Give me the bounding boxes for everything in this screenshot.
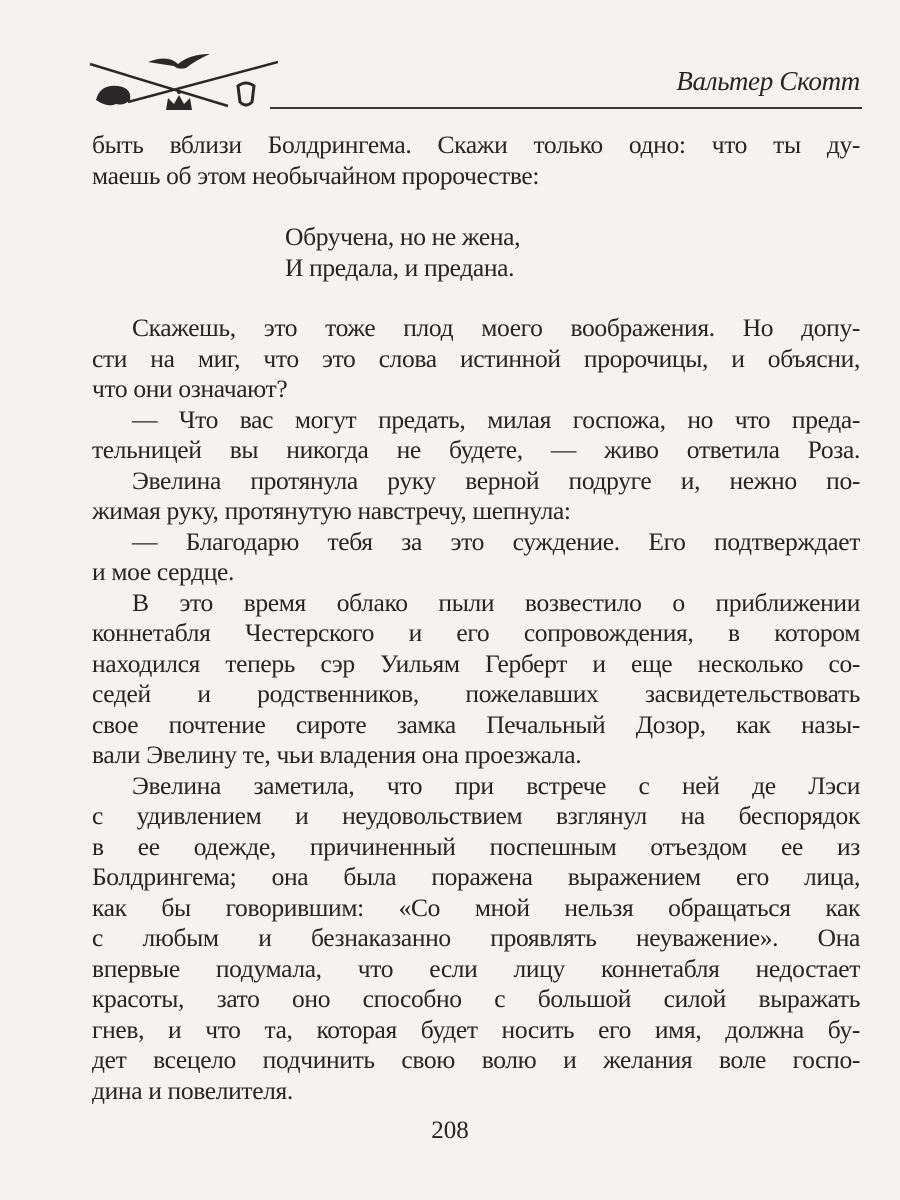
text-line: красоты, зато оно способно с большой силой выражать: [92, 984, 860, 1013]
header-rule: [270, 107, 862, 109]
text-line: Эвелина протянула руку верной подруге и, нежно по-: [132, 465, 860, 495]
body-text: [92, 313, 860, 1106]
text-line: находился теперь сэр Уильям Герберт и еще несколько со-: [92, 648, 860, 678]
text-line: в ее одежде, причиненный поспешным отъездом ее из: [92, 831, 860, 861]
text-line: Болдрингема; она была поражена выражением его лица,: [92, 862, 860, 891]
text-line: жимая руку, протянутую навстречу, шепнула:: [92, 496, 571, 525]
text-line: В это время облако пыли возвестило о приближении: [132, 587, 860, 617]
text-line: дет всецело подчинить свою волю и желания воле госпо-: [92, 1045, 860, 1074]
text-line: с удивлением и неудовольствием взглянул на беспорядок: [92, 801, 860, 830]
text-line: и мое сердце.: [92, 557, 235, 586]
text-line: тельницей вы никогда не будете, — живо ответила Роза.: [92, 435, 860, 464]
running-header-author: Вальтер Скотт: [676, 66, 860, 96]
text-line: седей и родственников, пожелавших засвидетельствовать: [92, 679, 860, 708]
verse-line: Обручена, но не жена,: [285, 222, 521, 251]
text-line: сти на миг, что это слова истинной пророчицы, и объясни,: [92, 343, 860, 373]
text-line: с любым и безнаказанно проявлять неуважение». Она: [92, 923, 860, 952]
text-line: вали Эвелину те, чьи владения она проезжала.: [92, 740, 582, 769]
text-line: что они означают?: [92, 374, 288, 403]
text-line: — Благодарю тебя за это суждение. Его подтверждает: [132, 526, 860, 556]
text-line: быть вблизи Болдрингема. Скажи только одно: что ты ду-: [92, 130, 860, 159]
text-line: — Что вас могут предать, милая госпожа, но что преда-: [132, 404, 860, 434]
page-number: 208: [431, 1117, 469, 1144]
verse-line: И предала, и предана.: [285, 252, 515, 282]
text-line: маешь об этом необычайном пророчестве:: [92, 160, 540, 190]
text-line: Эвелина заметила, что при встрече с ней де Лэси: [132, 770, 860, 800]
verse-quote: [285, 222, 520, 283]
text-line: коннетабля Честерского и его сопровождения, в котором: [92, 618, 860, 647]
text-line: дина и повелителя.: [92, 1075, 293, 1105]
text-line: впервые подумала, что если лицу коннетабля недостает: [92, 953, 860, 983]
intro-paragraph: [92, 130, 860, 191]
crossed-swords-ornament-icon: [88, 52, 278, 114]
text-line: как бы говорившим: «Со мной нельзя обращаться как: [92, 892, 860, 922]
text-line: гнев, и что та, которая будет носить его имя, должна бу-: [92, 1014, 860, 1044]
text-line: Скажешь, это тоже плод моего воображения. Но допу-: [132, 313, 860, 342]
text-line: свое почтение сироте замка Печальный Дозор, как назы-: [92, 709, 860, 739]
